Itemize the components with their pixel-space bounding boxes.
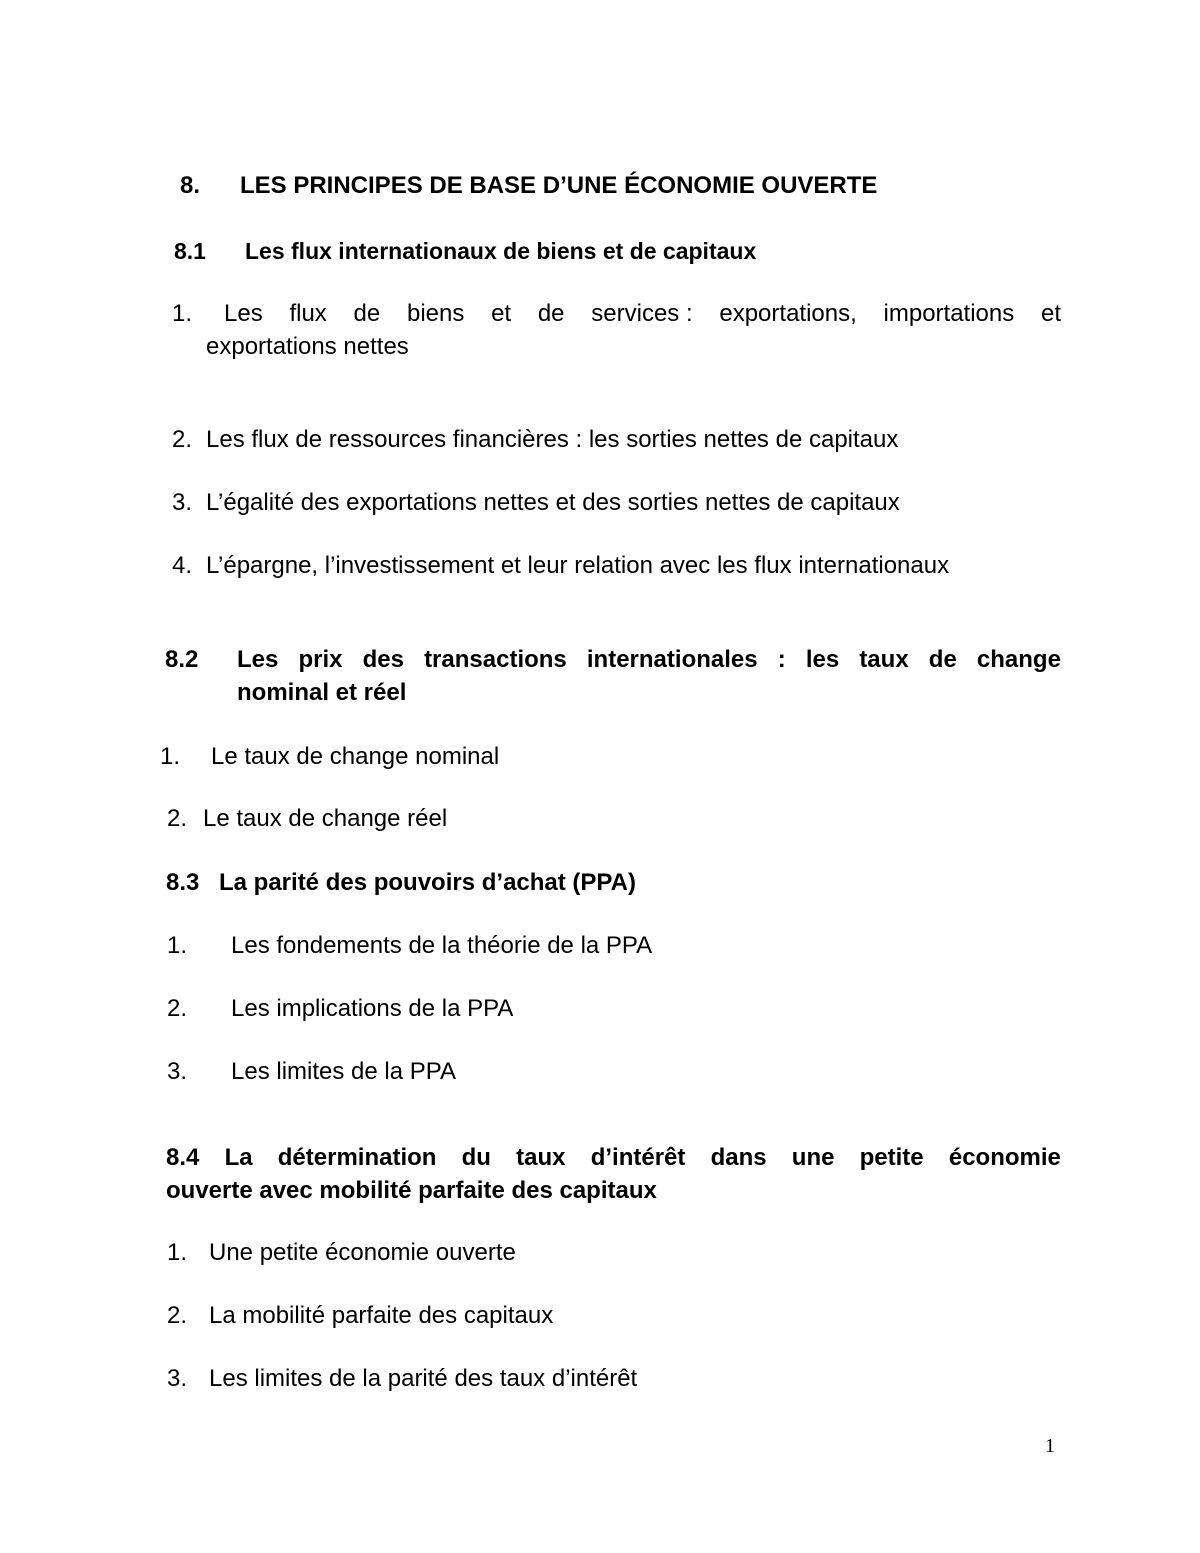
item-number: 3. [167, 1058, 188, 1085]
item-text-line1 [224, 298, 1061, 330]
item-number: 4. [172, 552, 193, 579]
word: et [491, 300, 512, 327]
word: internationales [586, 646, 758, 673]
item-number: 1. [167, 932, 188, 959]
item-number: 1. [160, 743, 181, 770]
item-text: Le taux de change nominal [211, 743, 500, 770]
section-title-line2: ouverte avec mobilité parfaite des capitaux [166, 1177, 657, 1204]
word: prix [298, 646, 343, 673]
word: importations [883, 300, 1015, 327]
item-text: Les flux de ressources financières : les sorties nettes de capitaux [206, 426, 899, 453]
word: exportations, [719, 300, 857, 327]
item-text-line2: exportations nettes [206, 333, 409, 360]
word: d’intérêt [590, 1144, 686, 1171]
section-heading-8-3 [166, 867, 636, 899]
section-title: La parité des pouvoirs d’achat (PPA) [219, 869, 636, 896]
word: : [777, 646, 786, 673]
section-number: 8.3 [166, 869, 200, 896]
section-number: 8.4 [166, 1144, 200, 1171]
word: La [224, 1144, 253, 1171]
word: change [976, 646, 1061, 673]
item-text: Le taux de change réel [203, 805, 448, 832]
word: Les [237, 646, 279, 673]
section-title-line1 [166, 1142, 1061, 1174]
item-number: 2. [167, 1302, 188, 1329]
item-text: Les implications de la PPA [231, 995, 514, 1022]
item-text: Les fondements de la théorie de la PPA [231, 932, 653, 959]
item-text: Une petite économie ouverte [209, 1239, 516, 1266]
item-text: La mobilité parfaite des capitaux [209, 1302, 554, 1329]
word: du [461, 1144, 491, 1171]
item-number: 2. [172, 426, 193, 453]
item-text: Les limites de la parité des taux d’intérêt [209, 1365, 638, 1392]
word: transactions [424, 646, 567, 673]
chapter-heading [180, 170, 878, 202]
word: flux [289, 300, 327, 327]
word: et [1040, 300, 1061, 327]
page-number: 1 [1045, 1435, 1055, 1457]
word: les [805, 646, 840, 673]
word: de [928, 646, 957, 673]
item-text: L’égalité des exportations nettes et des sorties nettes de capitaux [206, 489, 900, 516]
chapter-title: LES PRINCIPES DE BASE D’UNE ÉCONOMIE OUVERTE [240, 172, 878, 199]
section-heading-8-1 [174, 235, 757, 267]
word: biens [406, 300, 465, 327]
item-number: 1. [172, 300, 193, 327]
section-title-line2: nominal et réel [237, 679, 407, 706]
word: taux [516, 1144, 566, 1171]
item-number: 2. [167, 805, 188, 832]
word: dans [710, 1144, 767, 1171]
word: services : [591, 300, 693, 327]
item-number: 1. [167, 1239, 188, 1266]
section-title: Les flux internationaux de biens et de capitaux [245, 238, 757, 264]
word: Les [224, 300, 263, 327]
item-number: 3. [172, 489, 193, 516]
section-number: 8.1 [174, 238, 206, 264]
word: de [353, 300, 381, 327]
item-number: 2. [167, 995, 188, 1022]
chapter-number: 8. [180, 172, 201, 199]
word: des [362, 646, 404, 673]
section-title-line1 [237, 644, 1061, 676]
word: détermination [277, 1144, 437, 1171]
word: taux [859, 646, 909, 673]
item-number: 3. [167, 1365, 188, 1392]
word: économie [948, 1144, 1061, 1171]
word: de [537, 300, 565, 327]
word: petite [859, 1144, 924, 1171]
item-text: Les limites de la PPA [231, 1058, 456, 1085]
item-text: L’épargne, l’investissement et leur relation avec les flux internationaux [206, 552, 950, 579]
word: une [791, 1144, 835, 1171]
section-number: 8.2 [165, 646, 199, 673]
